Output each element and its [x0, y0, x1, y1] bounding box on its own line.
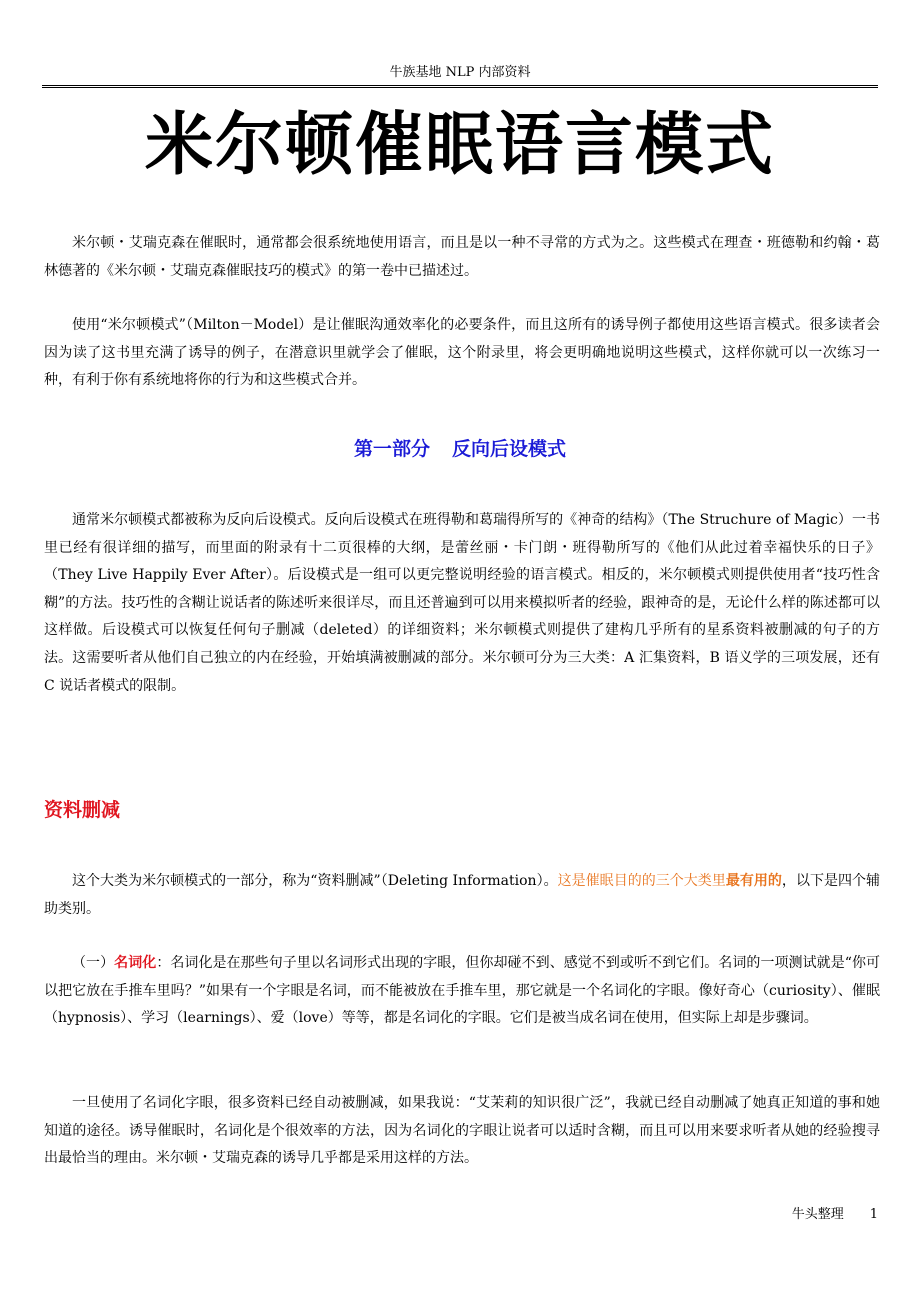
subheading-deleting-information: 资料删减	[44, 799, 121, 821]
page-footer	[700, 1206, 878, 1224]
page-title: 米尔顿催眠语言模式	[144, 106, 775, 185]
paragraph-deleting-information	[44, 868, 880, 923]
page-number: 1	[869, 1207, 878, 1222]
paragraph-intro: 米尔顿・艾瑞克森在催眠时，通常都会很系统地使用语言，而且是以一种不寻常的方式为之。这些模式在理查・班德勒和约翰・葛林德著的《米尔顿・艾瑞克森催眠技巧的模式》的第一卷中已描述过。	[44, 235, 880, 279]
paragraph-nominalization	[44, 950, 880, 1033]
section-heading	[42, 434, 878, 464]
p4-highlight: 这是催眠目的的三个大类里	[557, 873, 726, 889]
header-rule	[42, 85, 878, 88]
section-part-label: 第一部分	[353, 438, 430, 460]
p4-highlight-bold: 最有用的	[725, 873, 782, 889]
paragraph-meta-model: 通常米尔顿模式都被称为反向后设模式。反向后设模式在班得勒和葛瑞得所写的《神奇的结构》（The Struchure of Magic）一书里已经有很详细的描写，而里面的附录有十二页很棒的大纲，是蕾丝丽・卡门朗・班得勒所写的《他们从此过着幸福快乐的日子》（They Live Happily Ever After）。后设模式是一组可以更完整说明经验的语言模式。相反的，米尔顿模式则提供使用者“技巧性含糊”的方法。技巧性的含糊让说话者的陈述听来很详尽，而且还普遍到可以用来模拟听者的经验，跟神奇的是，无论什么样的陈述都可以这样做。后设模式可以恢复任何句子删减（deleted）的详细资料；米尔顿模式则提供了建构几乎所有的星系资料被删减的句子的方法。这需要听者从他们自己独立的内在经验，开始填满被删减的部分。米尔顿可分为三大类：A 汇集资料，B 语义学的三项发展，还有 C 说话者模式的限制。	[44, 512, 880, 694]
footer-text: 牛头整理	[791, 1207, 844, 1222]
paragraph-milton-model: 使用“米尔顿模式”（Milton－Model）是让催眠沟通效率化的必要条件，而且这所有的诱导例子都使用这些语言模式。很多读者会因为读了这书里充满了诱导的例子，在潜意识里就学会了催眠，这个附录里，将会更明确地说明这些模式，这样你就可以一次练习一种，有利于你有系统地将你的行为和这些模式合并。	[44, 317, 880, 389]
p4-text: 这个大类为米尔顿模式的一部分，称为“资料删减”（Deleting Information）。	[72, 873, 558, 889]
page-header: 牛族基地 NLP 内部资料	[389, 65, 531, 80]
p4-text-end: ，以下是四个辅助类别。	[44, 873, 881, 917]
p5-number: （一）	[72, 955, 115, 971]
paragraph-nominalization-use: 一旦使用了名词化字眼，很多资料已经自动被删减，如果我说：“艾茉莉的知识很广泛”，我就已经自动删减了她真正知道的事和她知道的途径。诱导催眠时，名词化是个很效率的方法，因为名词化的字眼让说者可以适时含糊，而且可以用来要求听者从她的经验搜寻出最恰当的理由。米尔顿・艾瑞克森的诱导几乎都是采用这样的方法。	[44, 1095, 880, 1167]
p5-text: ：名词化是在那些句子里以名词形式出现的字眼，但你却碰不到、感觉不到或听不到它们。名词的一项测试就是“你可以把它放在手推车里吗？”如果有一个字眼是名词，而不能被放在手推车里，那它就是一个名词化的字眼。像好奇心（curiosity）、催眠（hypnosis）、学习（learnings）、爱（love）等等，都是名词化的字眼。它们是被当成名词在使用，但实际上却是步骤词。	[44, 955, 881, 1027]
p5-term: 名词化	[114, 955, 157, 971]
section-name: 反向后设模式	[452, 438, 567, 460]
